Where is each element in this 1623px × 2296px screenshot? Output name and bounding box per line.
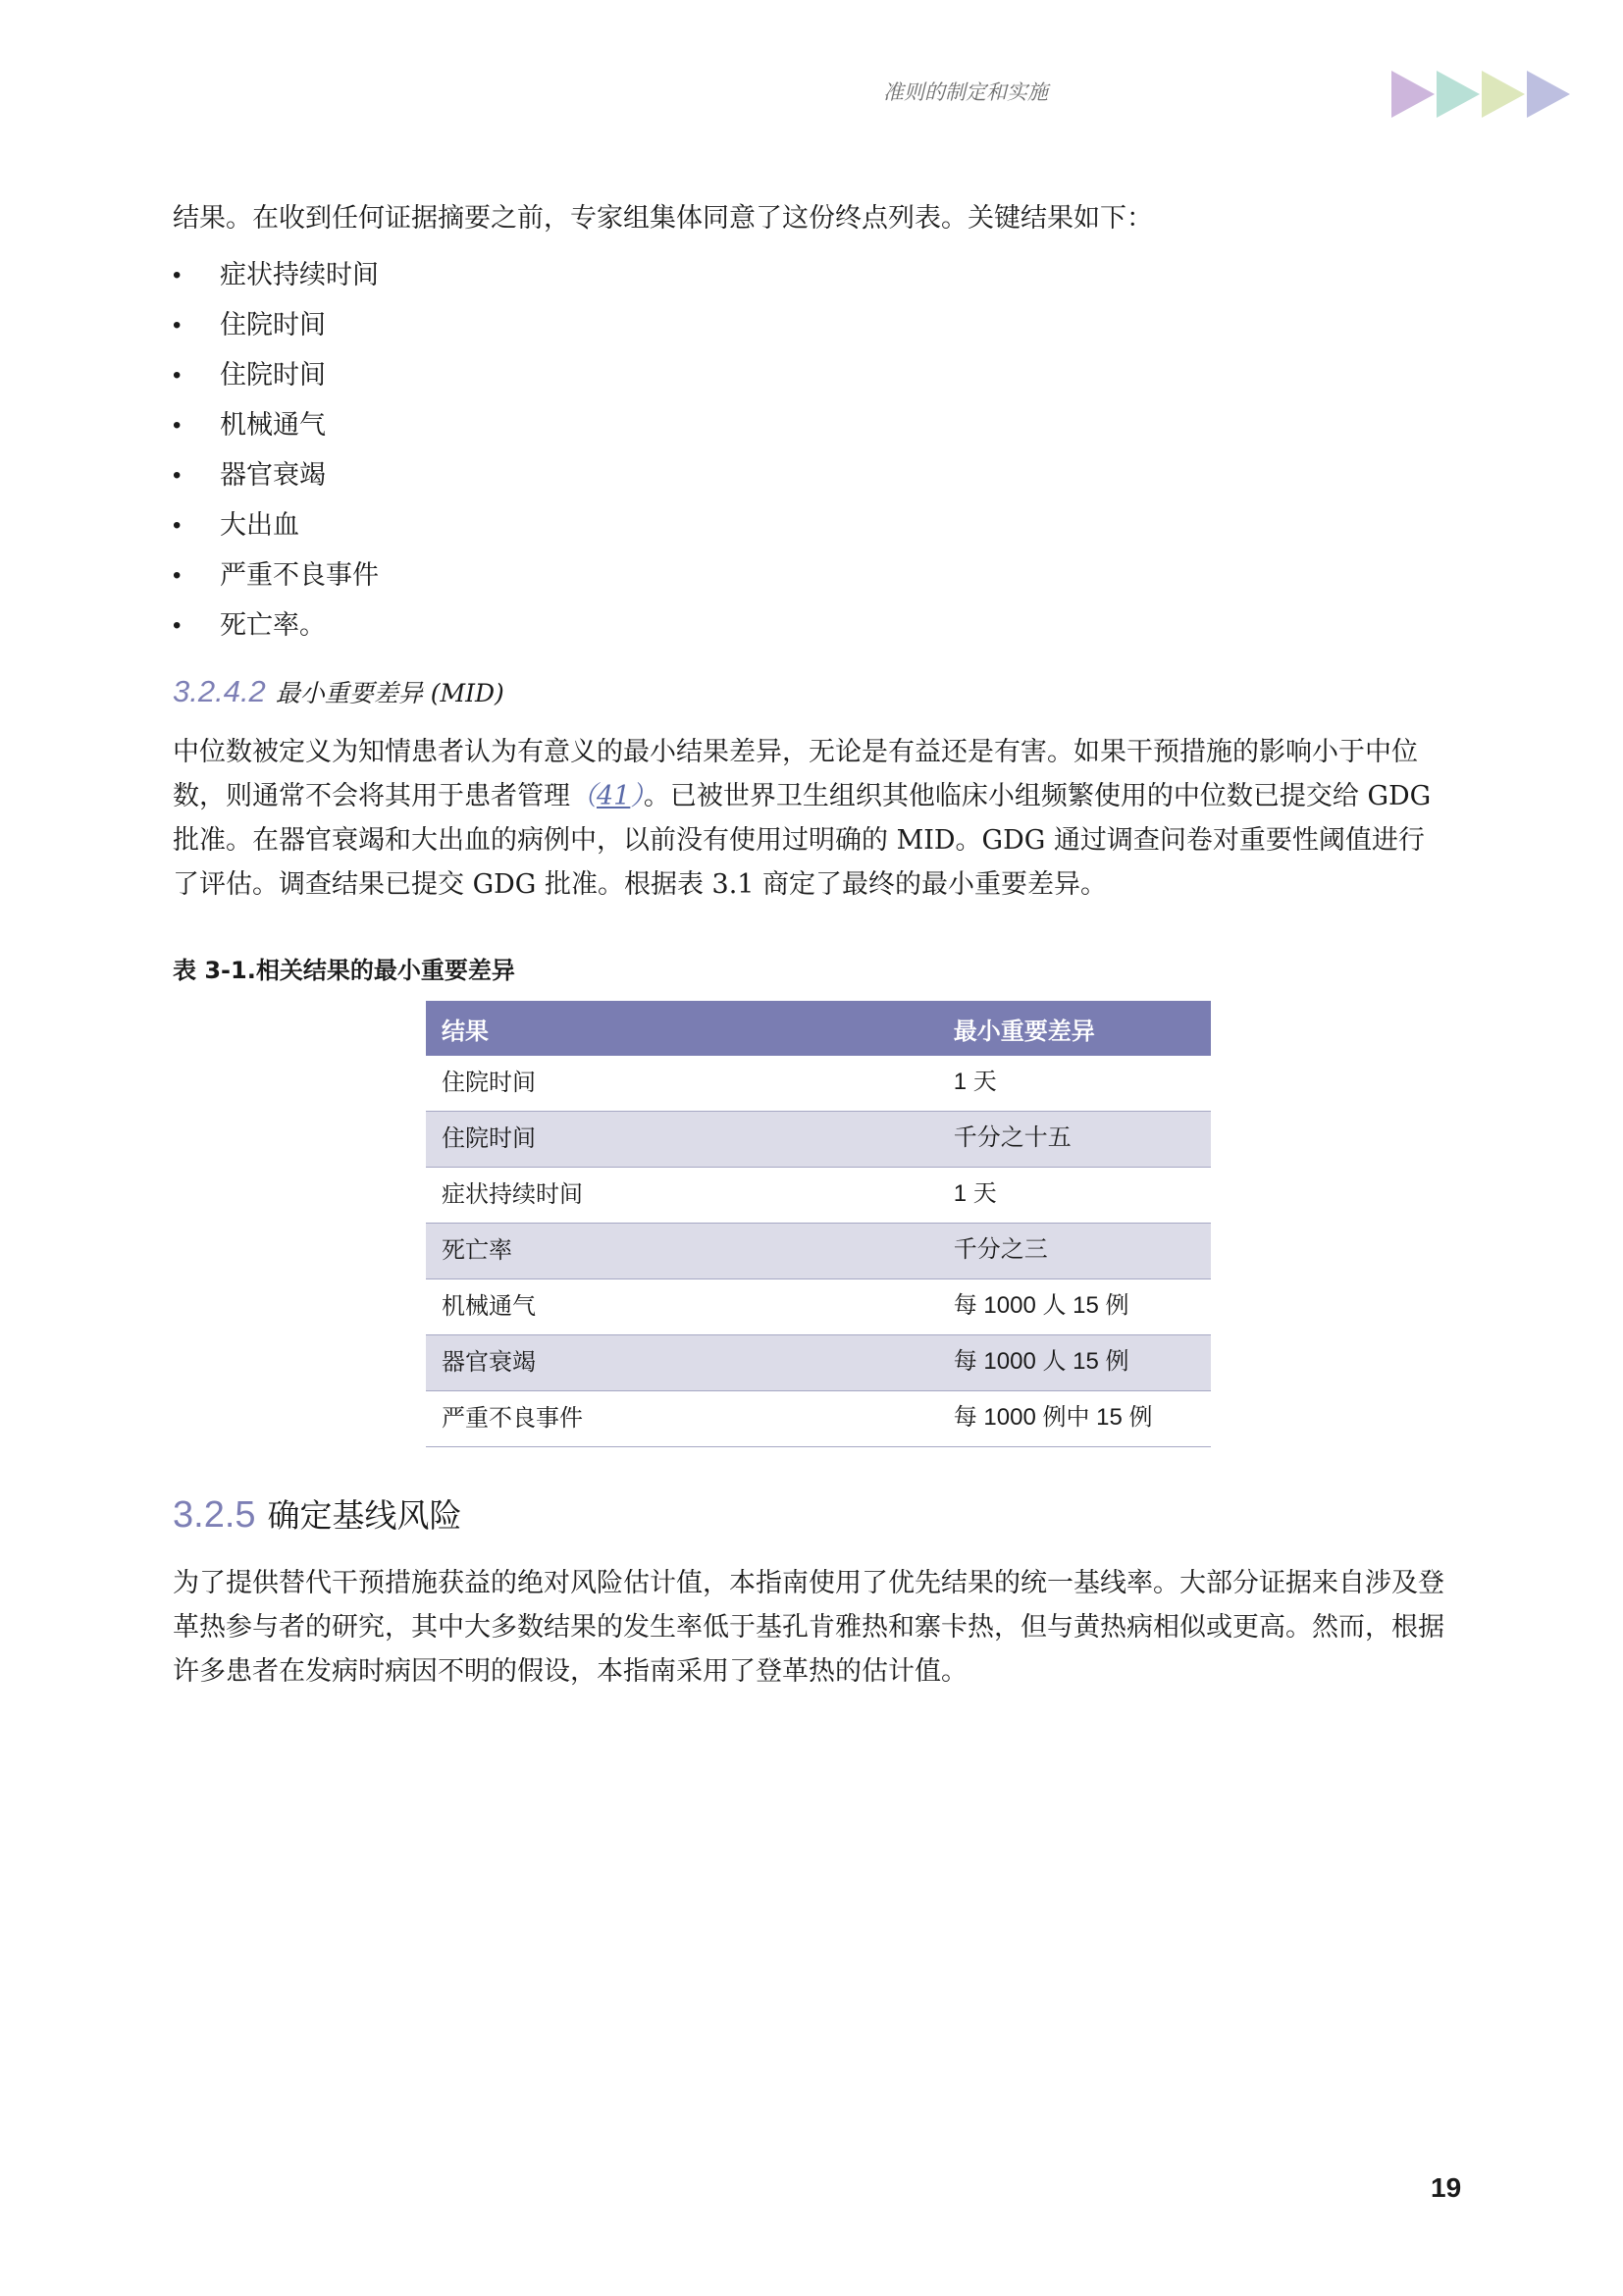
table-row (426, 1279, 1211, 1335)
list-item-text: 住院时间 (220, 360, 326, 391)
table-cell-mid: 每 1000 例中 15 例 (938, 1391, 1211, 1447)
table-cell-mid: 千分之三 (938, 1224, 1211, 1279)
header-arrow-1 (1391, 71, 1435, 118)
mid-table (426, 1001, 1211, 1447)
page-content (173, 196, 1448, 1694)
section-heading-mid (173, 672, 1448, 716)
table-cell-mid: 1 天 (938, 1056, 1211, 1112)
table-cell-outcome: 症状持续时间 (426, 1168, 938, 1224)
header-arrow-3 (1482, 71, 1525, 118)
list-item-text: 严重不良事件 (220, 560, 379, 591)
bullet-icon: • (173, 512, 182, 539)
table-cell-outcome: 器官衰竭 (426, 1335, 938, 1391)
page-number: 19 (1431, 2172, 1462, 2203)
bullet-icon: • (173, 562, 182, 589)
list-item-text: 症状持续时间 (220, 260, 379, 290)
bullet-icon: • (173, 412, 182, 439)
list-item (173, 250, 1448, 300)
column-header-mid: 最小重要差异 (938, 1001, 1211, 1056)
running-header-title: 准则的制定和实施 (883, 81, 1048, 104)
table-row (426, 1112, 1211, 1168)
list-item-text: 器官衰竭 (220, 460, 326, 491)
table-container (173, 1001, 1448, 1472)
ref-open: （ (570, 781, 597, 811)
outcome-list (173, 250, 1448, 651)
list-item-text: 机械通气 (220, 410, 326, 441)
mid-paragraph-text-2: 。已被世界卫生组织其他临床小组频繁使用的中位数已提交给 GDG 批准。在器官衰竭和大出血的病例中，以前没有使用过明确的 MID。GDG 通过调查问卷对重要性阈值进行了评估。调查结果已提交 GDG 批准。根据表 3.1 商定了最终的最小重要差异。 (173, 781, 1432, 900)
table-header-row (426, 1001, 1211, 1056)
section-title: 确定基线风险 (267, 1496, 462, 1535)
list-item-text: 死亡率。 (220, 610, 326, 641)
table-cell-outcome: 死亡率 (426, 1224, 938, 1279)
bullet-icon: • (173, 312, 182, 339)
reference-link[interactable]: 41 (597, 781, 631, 811)
section-number: 3.2.5 (173, 1494, 256, 1536)
table-cell-mid: 每 1000 人 15 例 (938, 1335, 1211, 1391)
table-row (426, 1168, 1211, 1224)
table-caption: 表 3-1.相关结果的最小重要差异 (173, 957, 515, 984)
table-cell-mid: 1 天 (938, 1168, 1211, 1224)
table-row (426, 1056, 1211, 1112)
baseline-paragraph: 为了提供替代干预措施获益的绝对风险估计值，本指南使用了优先结果的统一基线率。大部分证据来自涉及登革热参与者的研究，其中大多数结果的发生率低于基孔肯雅热和寨卡热，但与黄热病相似或更高。然而，根据许多患者在发病时病因不明的假设，本指南采用了登革热的估计值。 (173, 1568, 1444, 1687)
section-heading-baseline (173, 1491, 1448, 1545)
table-cell-outcome: 严重不良事件 (426, 1391, 938, 1447)
bullet-icon: • (173, 362, 182, 389)
list-item-text: 住院时间 (220, 310, 326, 340)
section-title: 最小重要差异 (MID) (275, 679, 504, 707)
ref-close: ） (630, 781, 644, 811)
column-header-outcome: 结果 (426, 1001, 938, 1056)
list-item (173, 500, 1448, 550)
list-item (173, 350, 1448, 400)
list-item (173, 300, 1448, 350)
mid-paragraph-text-1: 中位数被定义为知情患者认为有意义的最小结果差异，无论是有益还是有害。如果干预措施的影响小于中位数，则通常不会将其用于患者管理 (173, 737, 1418, 811)
list-item (173, 400, 1448, 450)
list-item (173, 600, 1448, 651)
table-cell-mid: 千分之十五 (938, 1112, 1211, 1168)
mid-paragraph (173, 730, 1448, 907)
section-number: 3.2.4.2 (173, 674, 266, 708)
list-item-text: 大出血 (220, 510, 299, 541)
table-row (426, 1224, 1211, 1279)
bullet-icon: • (173, 262, 182, 288)
header-arrow-4 (1527, 71, 1570, 118)
table-cell-outcome: 机械通气 (426, 1279, 938, 1335)
list-item (173, 450, 1448, 500)
bullet-icon: • (173, 612, 182, 639)
table-cell-outcome: 住院时间 (426, 1112, 938, 1168)
table-cell-outcome: 住院时间 (426, 1056, 938, 1112)
table-row (426, 1335, 1211, 1391)
header-arrow-decoration (1391, 69, 1578, 120)
table-cell-mid: 每 1000 人 15 例 (938, 1279, 1211, 1335)
intro-paragraph: 结果。在收到任何证据摘要之前，专家组集体同意了这份终点列表。关键结果如下： (173, 203, 1153, 234)
table-row (426, 1391, 1211, 1447)
header-arrow-2 (1437, 71, 1480, 118)
list-item (173, 550, 1448, 600)
bullet-icon: • (173, 462, 182, 489)
